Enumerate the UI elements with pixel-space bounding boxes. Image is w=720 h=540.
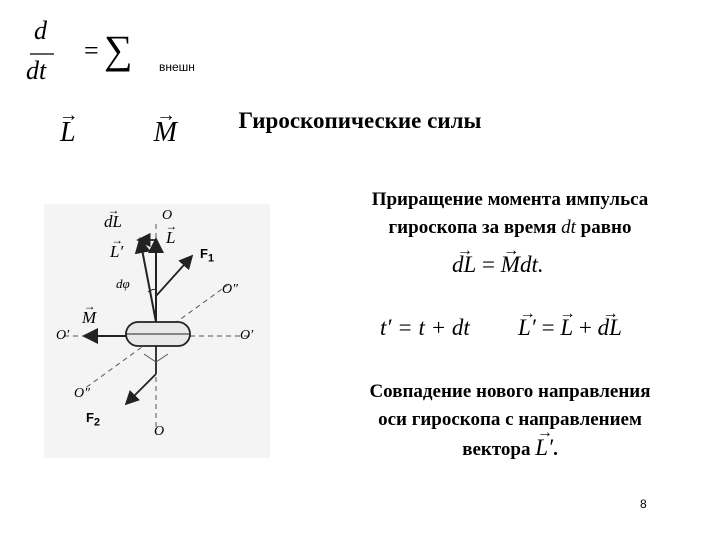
vector-m: → M xyxy=(154,117,177,149)
label-o-double-prime-upper: O″ xyxy=(222,282,238,297)
paragraph1-line2: гироскопа за время dt равно xyxy=(388,217,632,238)
slide-title: Гироскопические силы xyxy=(238,108,482,133)
force-f1-arrow xyxy=(156,256,192,296)
equation-l-prime: → L′ = → L + → dL xyxy=(518,315,622,341)
label-o-top: O xyxy=(162,208,173,223)
label-f1: $F_1$ xyxy=(200,246,214,265)
gyroscope-figure xyxy=(44,204,270,458)
numerator-d: d xyxy=(34,16,47,45)
sum-symbol: ∑ xyxy=(104,27,133,72)
label-o-double-prime-lower: O″ xyxy=(74,386,90,401)
subscript-external: внешн xyxy=(159,60,195,74)
label-l-prime: → L′ xyxy=(110,242,123,262)
paragraph1-line1: Приращение момента импульса xyxy=(371,189,649,210)
paragraph2-line3: вектора → L′. xyxy=(300,434,720,464)
label-dl: → dL xyxy=(104,212,122,232)
vector-l: → L xyxy=(60,117,76,149)
denominator-dt: dt xyxy=(26,56,47,85)
label-m: → M xyxy=(82,308,96,328)
label-o-bottom: O xyxy=(154,424,165,439)
force-f2-arrow xyxy=(126,374,156,404)
vector-l-prime-arrow xyxy=(140,239,156,322)
paragraph2-line1: Совпадение нового направления xyxy=(369,381,651,402)
label-dphi: dφ xyxy=(116,276,130,291)
page-number: 8 xyxy=(640,497,647,511)
paragraph-new-axis-direction xyxy=(300,378,720,464)
equation-t-prime: t′ = t + dt xyxy=(380,315,470,340)
paragraph-momentum-increment xyxy=(300,186,720,242)
paragraph2-line2: оси гироскопа с направлением xyxy=(378,409,642,430)
equals-sign: = xyxy=(84,36,99,65)
gyroscope-diagram xyxy=(44,204,270,458)
label-l: → L xyxy=(166,228,175,248)
vector-equation-dl-dt xyxy=(12,14,212,148)
equation-dl-equals-mdt: → dL = → Mdt. xyxy=(452,252,544,278)
label-f2: $F_2$ xyxy=(86,410,100,429)
label-o-prime-left: O′ xyxy=(56,328,70,343)
label-o-prime-right: O′ xyxy=(240,328,254,343)
